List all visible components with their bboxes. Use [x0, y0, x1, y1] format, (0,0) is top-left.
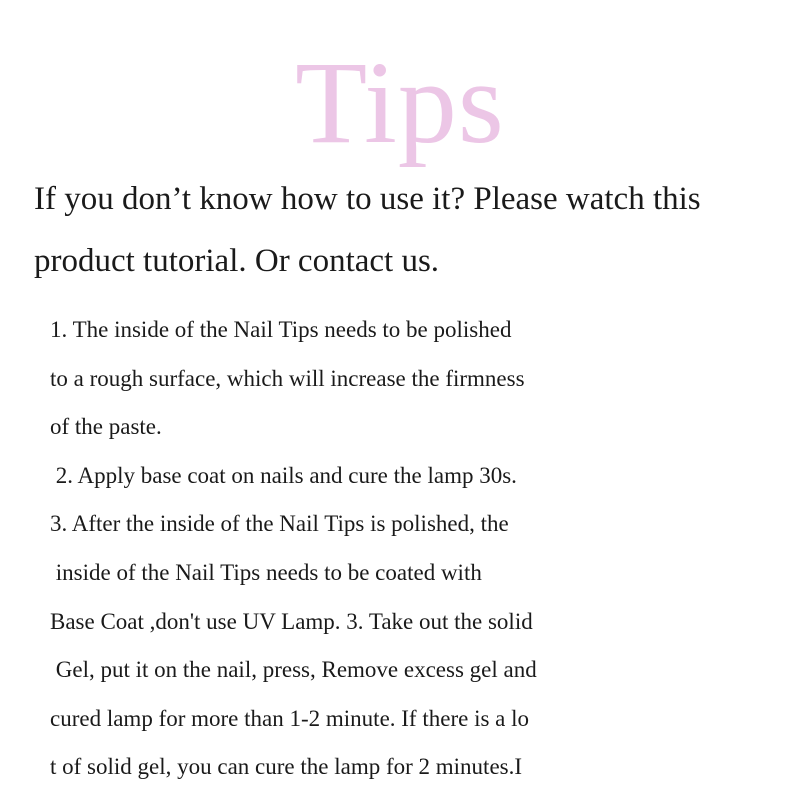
- step-line: 3. After the inside of the Nail Tips is polished, the: [50, 511, 509, 537]
- step-line: t of solid gel, you can cure the lamp for 2 minutes.I: [50, 754, 523, 780]
- step-line: 2. Apply base coat on nails and cure the lamp 30s.: [50, 462, 517, 488]
- step-line: of the paste.: [50, 414, 162, 440]
- step-line: cured lamp for more than 1-2 minute. If there is a lo: [50, 705, 530, 731]
- step-line: inside of the Nail Tips needs to be coated with: [50, 559, 482, 585]
- step-line: 1. The inside of the Nail Tips needs to be polished: [50, 317, 512, 342]
- instruction-steps: [50, 306, 750, 792]
- page-title: Tips: [295, 37, 505, 168]
- intro-line-1: If you don’t know how to use it? Please watch this: [34, 181, 701, 217]
- step-line: to a rough surface, which will increase the firmness: [50, 365, 525, 391]
- intro-line-2: product tutorial. Or contact us.: [34, 243, 440, 279]
- step-line: Gel, put it on the nail, press, Remove excess gel and: [50, 657, 537, 683]
- intro-text: [34, 168, 774, 292]
- step-line: Base Coat ,don't use UV Lamp. 3. Take out the solid: [50, 608, 533, 634]
